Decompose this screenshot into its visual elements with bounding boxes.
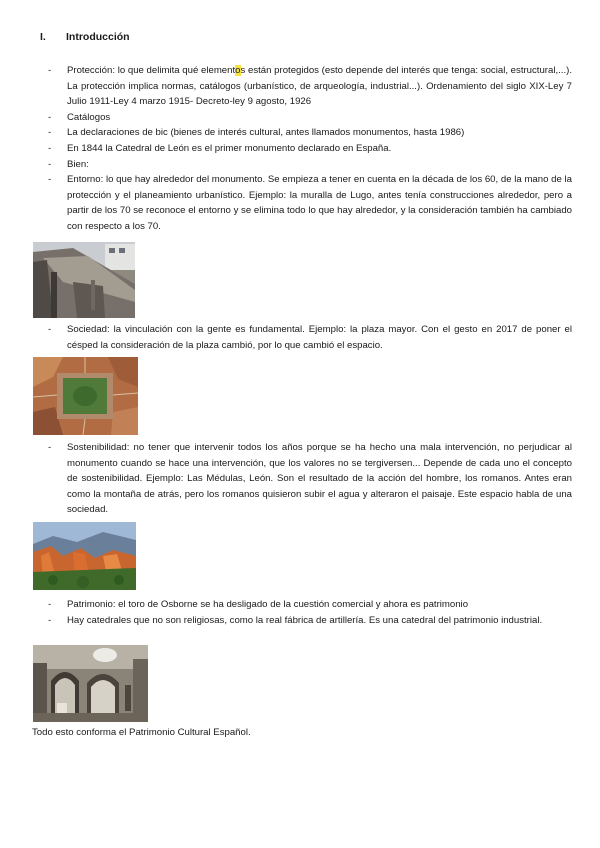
- bullet-marker: -: [48, 142, 52, 154]
- bullet-list-society: [40, 322, 572, 353]
- list-item: - Hay catedrales que no son religiosas, como la real fábrica de artillería. Es una catedral del patrimonio industrial.: [40, 613, 572, 629]
- text-highlight: o: [235, 65, 241, 76]
- list-item: - La declaraciones de bic (bienes de interés cultural, antes llamados monumentos, hasta 1986): [40, 125, 572, 141]
- closing-sentence: Todo esto conforma el Patrimonio Cultural Español.: [32, 727, 251, 738]
- bullet-list-sustainability: [40, 440, 572, 518]
- bullet-marker: -: [48, 158, 52, 170]
- list-item: - Sociedad: la vinculación con la gente es fundamental. Ejemplo: la plaza mayor. Con el gesto en 2017 de poner el césped la consideración de la plaza cambió, por lo que cambió el espacio.: [48, 324, 572, 351]
- photo-real-fabrica-artilleria: [33, 645, 148, 722]
- bullet-list-heritage: [40, 597, 572, 628]
- list-item: - Bien:: [40, 157, 572, 173]
- bullet-marker: -: [48, 324, 52, 335]
- list-item: - Catálogos: [40, 110, 572, 126]
- bullet-marker: -: [48, 127, 52, 139]
- section-number: I.: [40, 31, 46, 43]
- photo-plaza-mayor: [33, 357, 138, 435]
- list-item: - Patrimonio: el toro de Osborne se ha desligado de la cuestión comercial y ahora es patrimonio: [40, 597, 572, 613]
- bullet-marker: -: [48, 174, 52, 186]
- bullet-marker: -: [48, 442, 52, 453]
- list-item: - En 1844 la Catedral de León es el primer monumento declarado en España.: [40, 141, 572, 157]
- bullet-marker: -: [48, 599, 52, 610]
- list-item: - Sostenibilidad: no tener que intervenir todos los años porque se ha hecho una mala intervención, no perjudicar al monumento cuando se hace una intervención, que los valores no se tergiversen... Depende de cada uno el concepto de sostenibilidad. Ejemplo: Las Médulas, León. Son el resultado de la acción del hombre, los romanos. Antes eran como la montaña de atrás, pero los romanos quisieron subir el agua y alteraron el paisaje. Este espacio habla de una sociedad.: [48, 442, 572, 516]
- photo-muralla-lugo: [33, 242, 135, 318]
- section-heading: [40, 31, 130, 43]
- bullet-marker: -: [48, 111, 52, 123]
- bullet-marker: -: [48, 65, 52, 76]
- section-title: Introducción: [66, 31, 130, 43]
- list-item: - Entorno: lo que hay alrededor del monumento. Se empieza a tener en cuenta en la década de los 60, de la mano de la protección y el planeamiento urbanístico. Ejemplo: la muralla de Lugo, antes tenía construcciones alrededor, pero a partir de los 70 se reconoce el entorno y se elimina todo lo que hay alrededor, y la consideración también ha cambiado con respecto a los 70.: [48, 174, 572, 232]
- photo-las-medulas: [33, 522, 136, 590]
- list-item: - Protección: lo que delimita qué elementos están protegidos (esto depende del interés que tenga: social, estructural,...). La protección implica normas, catálogos (urbanístico, de arqueología, industrial...). Ordenamiento del siglo XIX-Ley 7 Julio 1911-Ley 4 marzo 1915- Decreto-ley 9 agosto, 1926: [48, 65, 572, 108]
- bullet-marker: -: [48, 614, 52, 626]
- bullet-list-intro: [40, 63, 572, 235]
